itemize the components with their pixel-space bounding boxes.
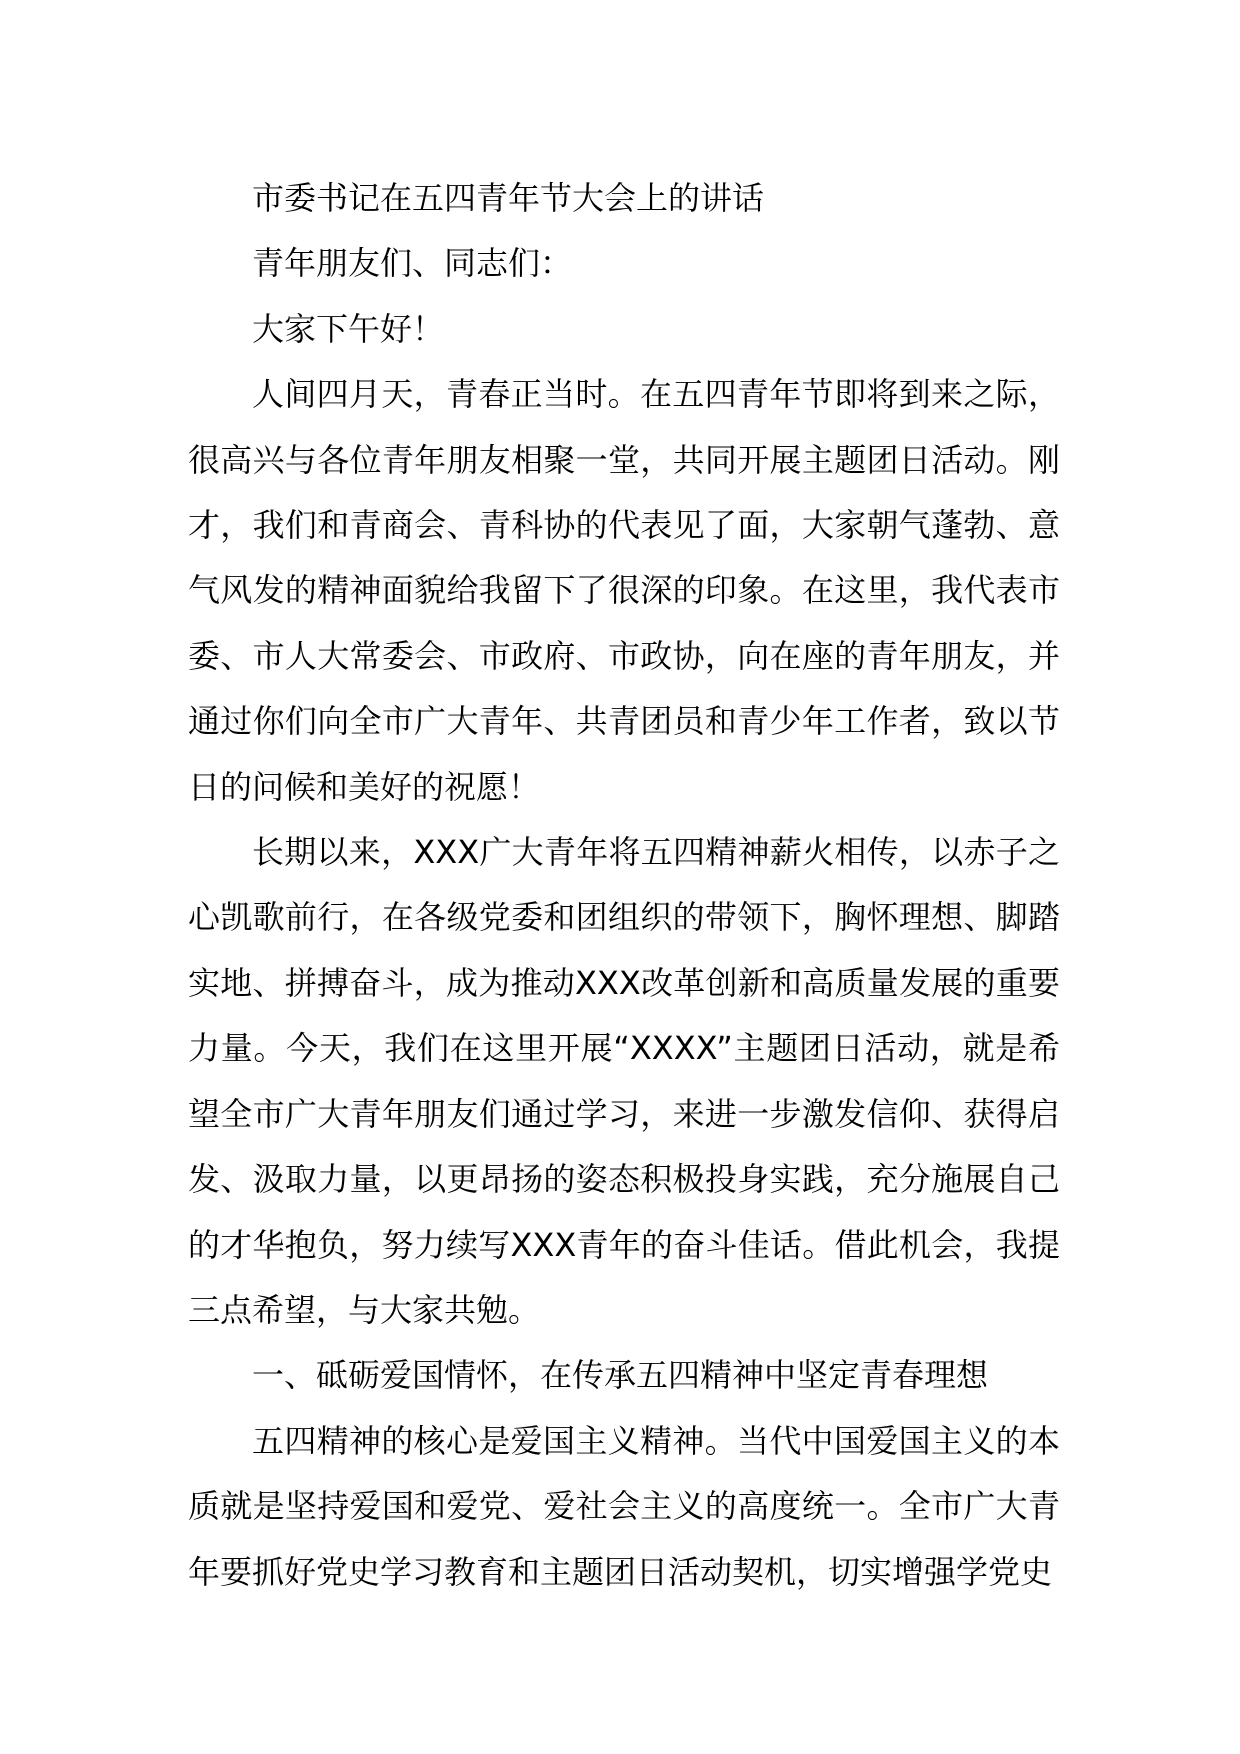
paragraph: 五四精神的核心是爱国主义精神。当代中国爱国主义的本质就是坚持爱国和爱党、爱社会主义的高度统一。全市广大青年要抓好党史学习教育和主题团日活动契机，切实增强学党史: [188, 1421, 1060, 1591]
paragraph: 人间四月天，青春正当时。在五四青年节即将到来之际，很高兴与各位青年朋友相聚一堂，共同开展主题团日活动。刚才，我们和青商会、青科协的代表见了面，大家朝气蓬勃、意气风发的精神面貌给我留下了很深的印象。在这里，我代表市委、市人大常委会、市政府、市政协，向在座的青年朋友，并通过你们向全市广大青年、共青团员和青少年工作者，致以节日的问候和美好的祝愿！: [188, 375, 1060, 806]
salutation: 青年朋友们、同志们：: [252, 244, 573, 283]
greeting: 大家下午好！: [252, 309, 445, 348]
document-body: [188, 166, 1060, 1605]
section-heading: 一、砥砺爱国情怀，在传承五四精神中坚定青春理想: [252, 1356, 989, 1395]
paragraph: 长期以来，XXX广大青年将五四精神薪火相传，以赤子之心凯歌前行，在各级党委和团组织的带领下，胸怀理想、脚踏实地、拼搏奋斗，成为推动XXX改革创新和高质量发展的重要力量。今天，我们在这里开展“XXXX”主题团日活动，就是希望全市广大青年朋友们通过学习，来进一步激发信仰、获得启发、汲取力量，以更昂扬的姿态积极投身实践，充分施展自己的才华抱负，努力续写XXX青年的奋斗佳话。借此机会，我提三点希望，与大家共勉。: [188, 833, 1060, 1329]
document-title: 市委书记在五四青年节大会上的讲话: [252, 179, 765, 217]
